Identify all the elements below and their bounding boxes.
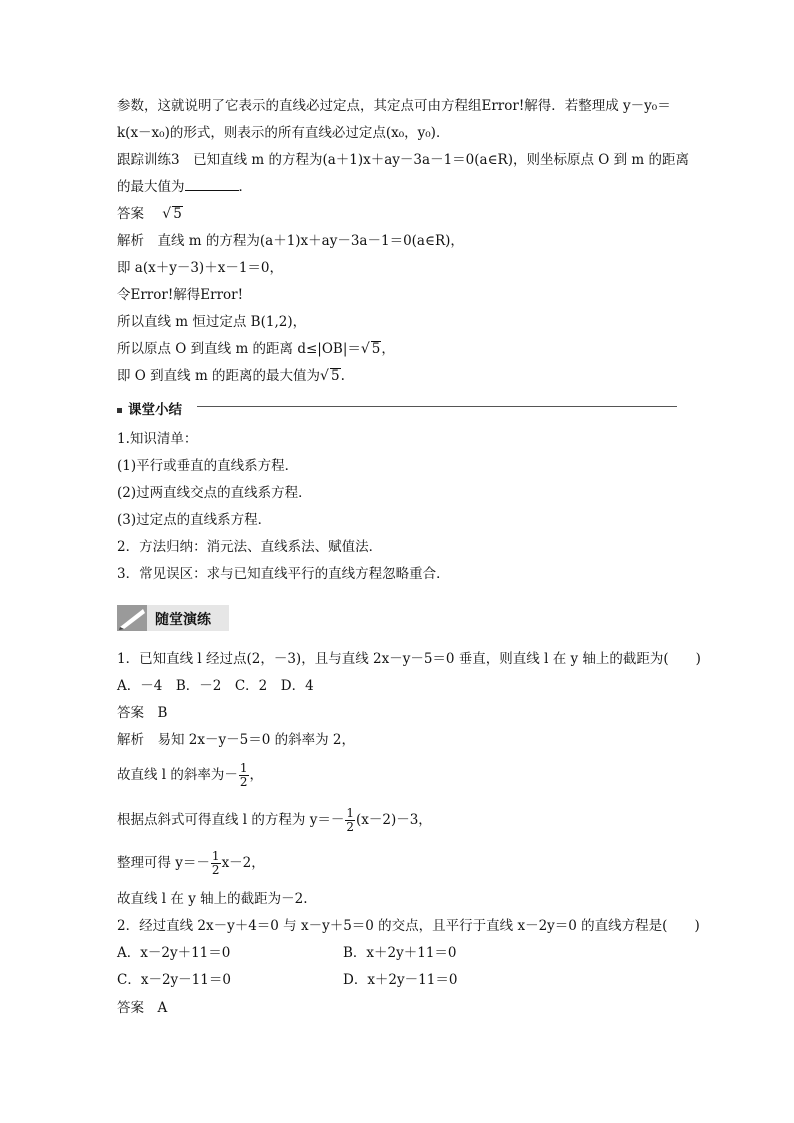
solution-line [117, 848, 265, 878]
summary-item: (1)平行或垂直的直线系方程． [117, 458, 299, 474]
fraction-denominator: 2 [211, 863, 220, 877]
text-line: k(x－x₀)的形式，则表示的所有直线必过定点(x₀，y₀)． [117, 125, 450, 141]
text-line: 即 a(x＋y－3)＋x－1＝0， [117, 260, 283, 276]
fraction [211, 850, 221, 877]
question-2-answer: 答案 A [117, 1000, 168, 1016]
summary-item: 2．方法归纳：消元法、直线系法、赋值法． [117, 539, 383, 555]
question-1: 1．已知直线 l 经过点(2，－3)，且与直线 2x－y－5＝0 垂直，则直线 l 在 y 轴上的截距为( ) [117, 651, 701, 667]
text-line: 参数，这就说明了它表示的直线必过定点，其定点可由方程组Error!解得．若整理成 y－y₀＝ [117, 98, 671, 114]
text-line [117, 178, 252, 196]
summary-item: (3)过定点的直线系方程． [117, 512, 272, 528]
text-fragment: ． [238, 179, 252, 195]
option-c: C．x－2y－11＝0 [117, 972, 231, 988]
text-fragment: (x－2)－3， [355, 812, 432, 828]
answer-value: 5 [173, 206, 182, 222]
question-2: 2．经过直线 2x－y＋4＝0 与 x－y＋5＝0 的交点，且平行于直线 x－2y＝0 的直线方程是( ) [117, 918, 700, 934]
text-line: 跟踪训练3 已知直线 m 的方程为(a＋1)x＋ay－3a－1＝0(a∈R)，则坐标原点 O 到 m 的距离 [117, 152, 690, 168]
divider [197, 406, 677, 407]
answer-label: 答案 [117, 206, 144, 222]
text-fragment: 故直线 l 的斜率为－ [117, 767, 238, 783]
fraction-numerator: 1 [346, 806, 354, 820]
option-b: B．x＋2y＋11＝0 [343, 945, 457, 961]
text-fragment: x－2， [221, 855, 265, 871]
sqrt-icon: √ [320, 368, 329, 384]
text-line [117, 340, 395, 358]
sqrt-icon: √ [162, 206, 172, 222]
fraction [345, 807, 355, 834]
solution-line [117, 760, 263, 790]
sqrt-value: 5 [371, 341, 381, 357]
solution-line: 解析 易知 2x－y－5＝0 的斜率为 2， [117, 732, 355, 748]
solution-line [117, 805, 432, 835]
text-line [117, 367, 345, 385]
text-fragment: 整理可得 y＝－ [117, 855, 210, 871]
text-fragment: . [340, 368, 345, 384]
summary-item: 3．常见误区：求与已知直线平行的直线方程忽略重合． [117, 566, 450, 582]
sqrt-value: 5 [330, 368, 340, 384]
solution-line: 故直线 l 在 y 轴上的截距为－2. [117, 891, 308, 907]
text-fragment: 所以原点 O 到直线 m 的距离 d≤|OB|＝ [117, 341, 361, 357]
pencil-icon [117, 605, 147, 631]
text-fragment: 的最大值为 [117, 179, 185, 195]
square-bullet-icon [117, 408, 122, 413]
fraction-numerator: 1 [211, 849, 220, 863]
question-1-options: A．－4 B．－2 C．2 D．4 [117, 678, 314, 694]
sqrt-icon: √ [360, 341, 370, 357]
summary-item: 1.知识清单： [117, 431, 198, 447]
text-line: 所以直线 m 恒过定点 B(1,2)， [117, 314, 307, 330]
fraction-numerator: 1 [239, 761, 248, 775]
option-a: A．x－2y＋11＝0 [117, 945, 231, 961]
answer-line [117, 205, 183, 223]
summary-heading [117, 398, 677, 416]
question-1-answer: 答案 B [117, 705, 168, 721]
text-line: 解析 直线 m 的方程为(a＋1)x＋ay－3a－1＝0(a∈R)， [117, 233, 464, 249]
text-fragment: 即 O 到直线 m 的距离的最大值为 [117, 368, 321, 384]
fraction-denominator: 2 [346, 820, 354, 834]
fraction [239, 762, 249, 789]
practice-banner [117, 605, 229, 631]
practice-title: 随堂演练 [155, 612, 211, 628]
option-d: D．x＋2y－11＝0 [343, 972, 458, 988]
summary-title: 课堂小结 [128, 402, 182, 418]
text-fragment: 根据点斜式可得直线 l 的方程为 y＝－ [117, 812, 345, 828]
text-line: 令Error!解得Error! [117, 287, 244, 303]
text-fragment: ， [249, 767, 264, 783]
answer-blank [185, 178, 239, 191]
summary-item: (2)过两直线交点的直线系方程． [117, 485, 312, 501]
fraction-denominator: 2 [239, 775, 248, 789]
text-fragment: ， [381, 341, 395, 357]
